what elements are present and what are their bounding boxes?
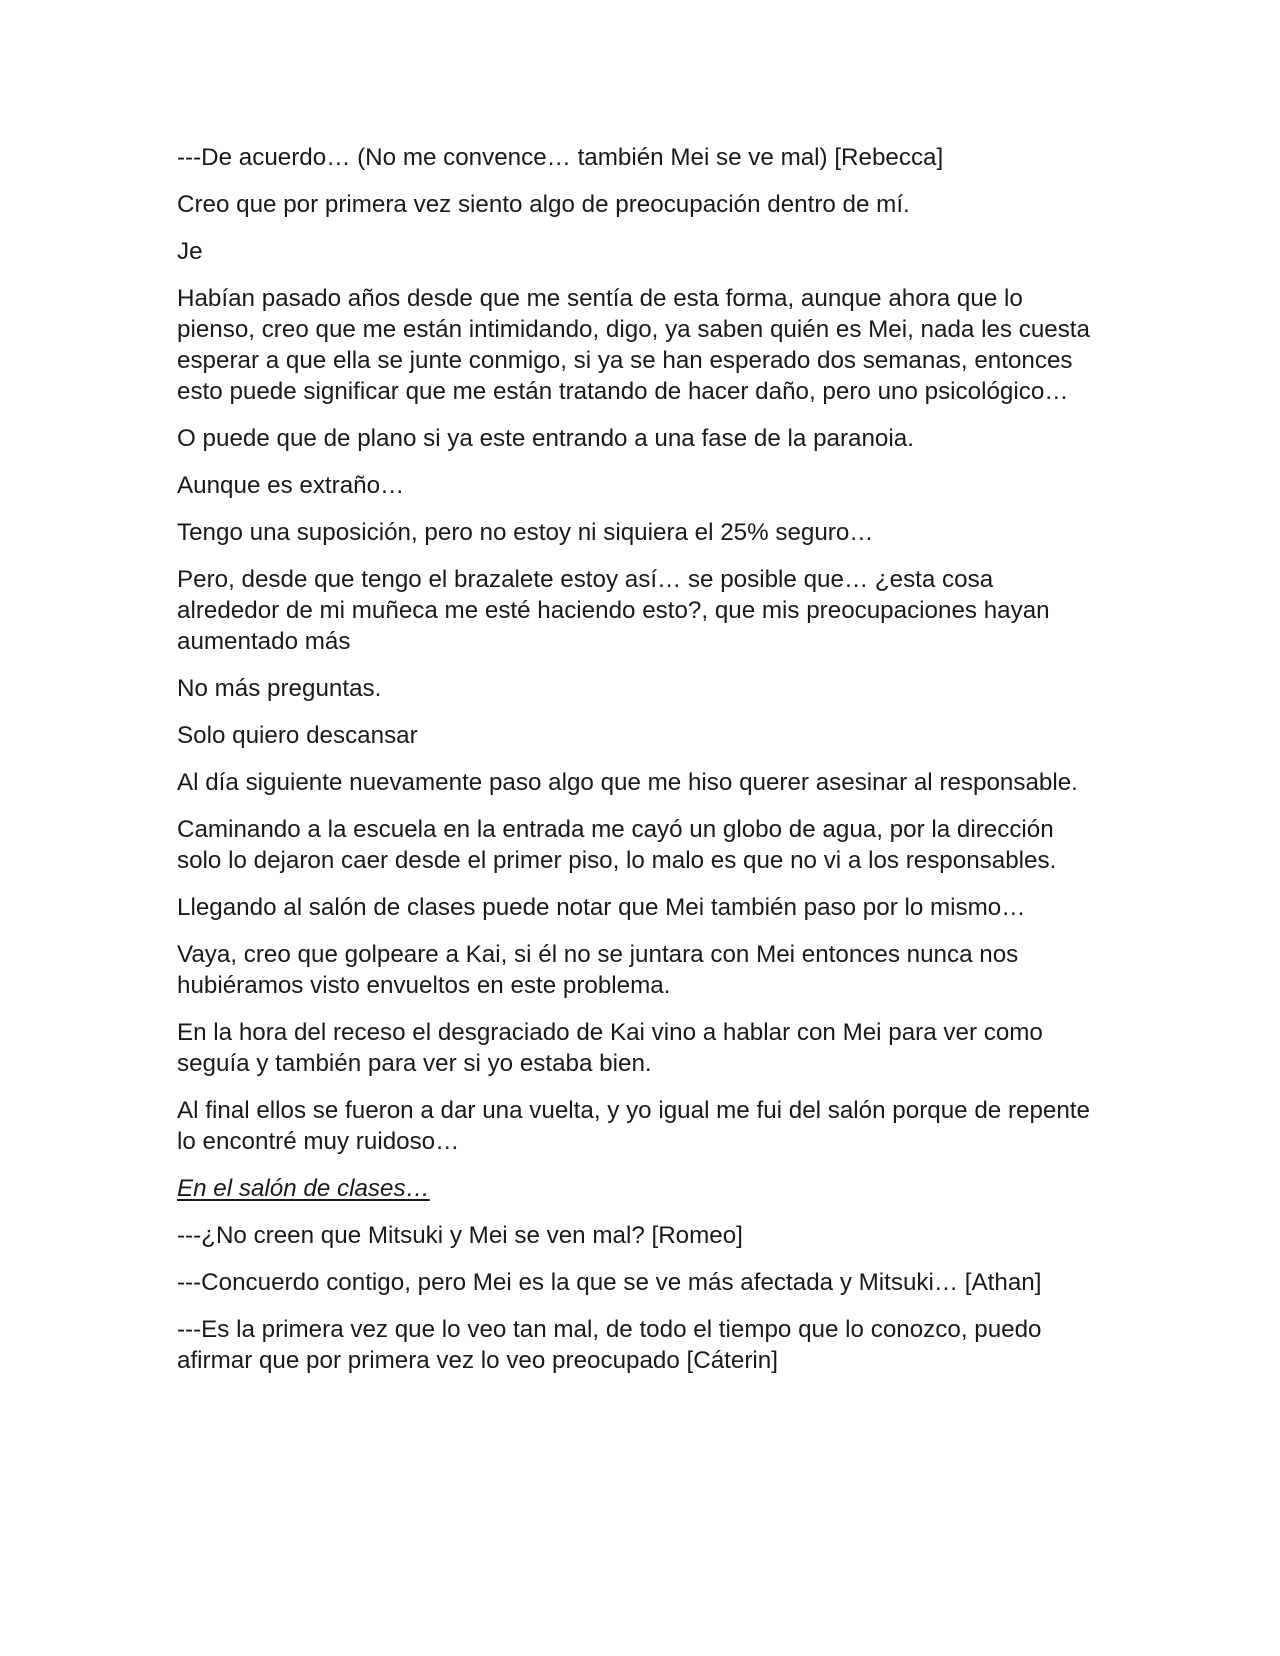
paragraph: En la hora del receso el desgraciado de Kai vino a hablar con Mei para ver como seguía y también para ver si yo estaba bien.: [177, 1019, 1043, 1077]
paragraph: ---De acuerdo… (No me convence… también Mei se ve mal) [Rebecca]: [177, 144, 944, 171]
paragraph: Aunque es extraño…: [177, 472, 405, 499]
paragraph: Llegando al salón de clases puede notar que Mei también paso por lo mismo…: [177, 894, 1026, 921]
paragraph: No más preguntas.: [177, 675, 382, 702]
document-body: [177, 142, 1097, 1392]
paragraph: Habían pasado años desde que me sentía de esta forma, aunque ahora que lo pienso, creo que me están intimidando, digo, ya saben quién es Mei, nada les cuesta esperar a que ella se junte conmigo, si ya se han esperado dos semanas, entonces esto puede significar que me están tratando de hacer daño, pero uno psicológico…: [177, 285, 1090, 405]
paragraph: ---¿No creen que Mitsuki y Mei se ven mal? [Romeo]: [177, 1222, 743, 1249]
paragraph: O puede que de plano si ya este entrando a una fase de la paranoia.: [177, 425, 914, 452]
paragraph: Solo quiero descansar: [177, 722, 418, 749]
paragraph: Al día siguiente nuevamente paso algo que me hiso querer asesinar al responsable.: [177, 769, 1078, 796]
paragraph: Caminando a la escuela en la entrada me cayó un globo de agua, por la dirección solo lo dejaron caer desde el primer piso, lo malo es que no vi a los responsables.: [177, 816, 1057, 874]
paragraph: Creo que por primera vez siento algo de preocupación dentro de mí.: [177, 191, 910, 218]
paragraph: Al final ellos se fueron a dar una vuelta, y yo igual me fui del salón porque de repente lo encontré muy ruidoso…: [177, 1097, 1090, 1155]
paragraph: Je: [177, 238, 203, 265]
paragraph: ---Concuerdo contigo, pero Mei es la que se ve más afectada y Mitsuki… [Athan]: [177, 1269, 1042, 1296]
paragraph: ---Es la primera vez que lo veo tan mal, de todo el tiempo que lo conozco, puedo afirmar que por primera vez lo veo preocupado [Cáterin]: [177, 1316, 1042, 1374]
scene-heading: En el salón de clases…: [177, 1175, 430, 1202]
paragraph: Vaya, creo que golpeare a Kai, si él no se juntara con Mei entonces nunca nos hubiéramos visto envueltos en este problema.: [177, 941, 1019, 999]
paragraph: Tengo una suposición, pero no estoy ni siquiera el 25% seguro…: [177, 519, 874, 546]
paragraph: Pero, desde que tengo el brazalete estoy así… se posible que… ¿esta cosa alrededor de mi muñeca me esté haciendo esto?, que mis preocupaciones hayan aumentado más: [177, 566, 1050, 655]
